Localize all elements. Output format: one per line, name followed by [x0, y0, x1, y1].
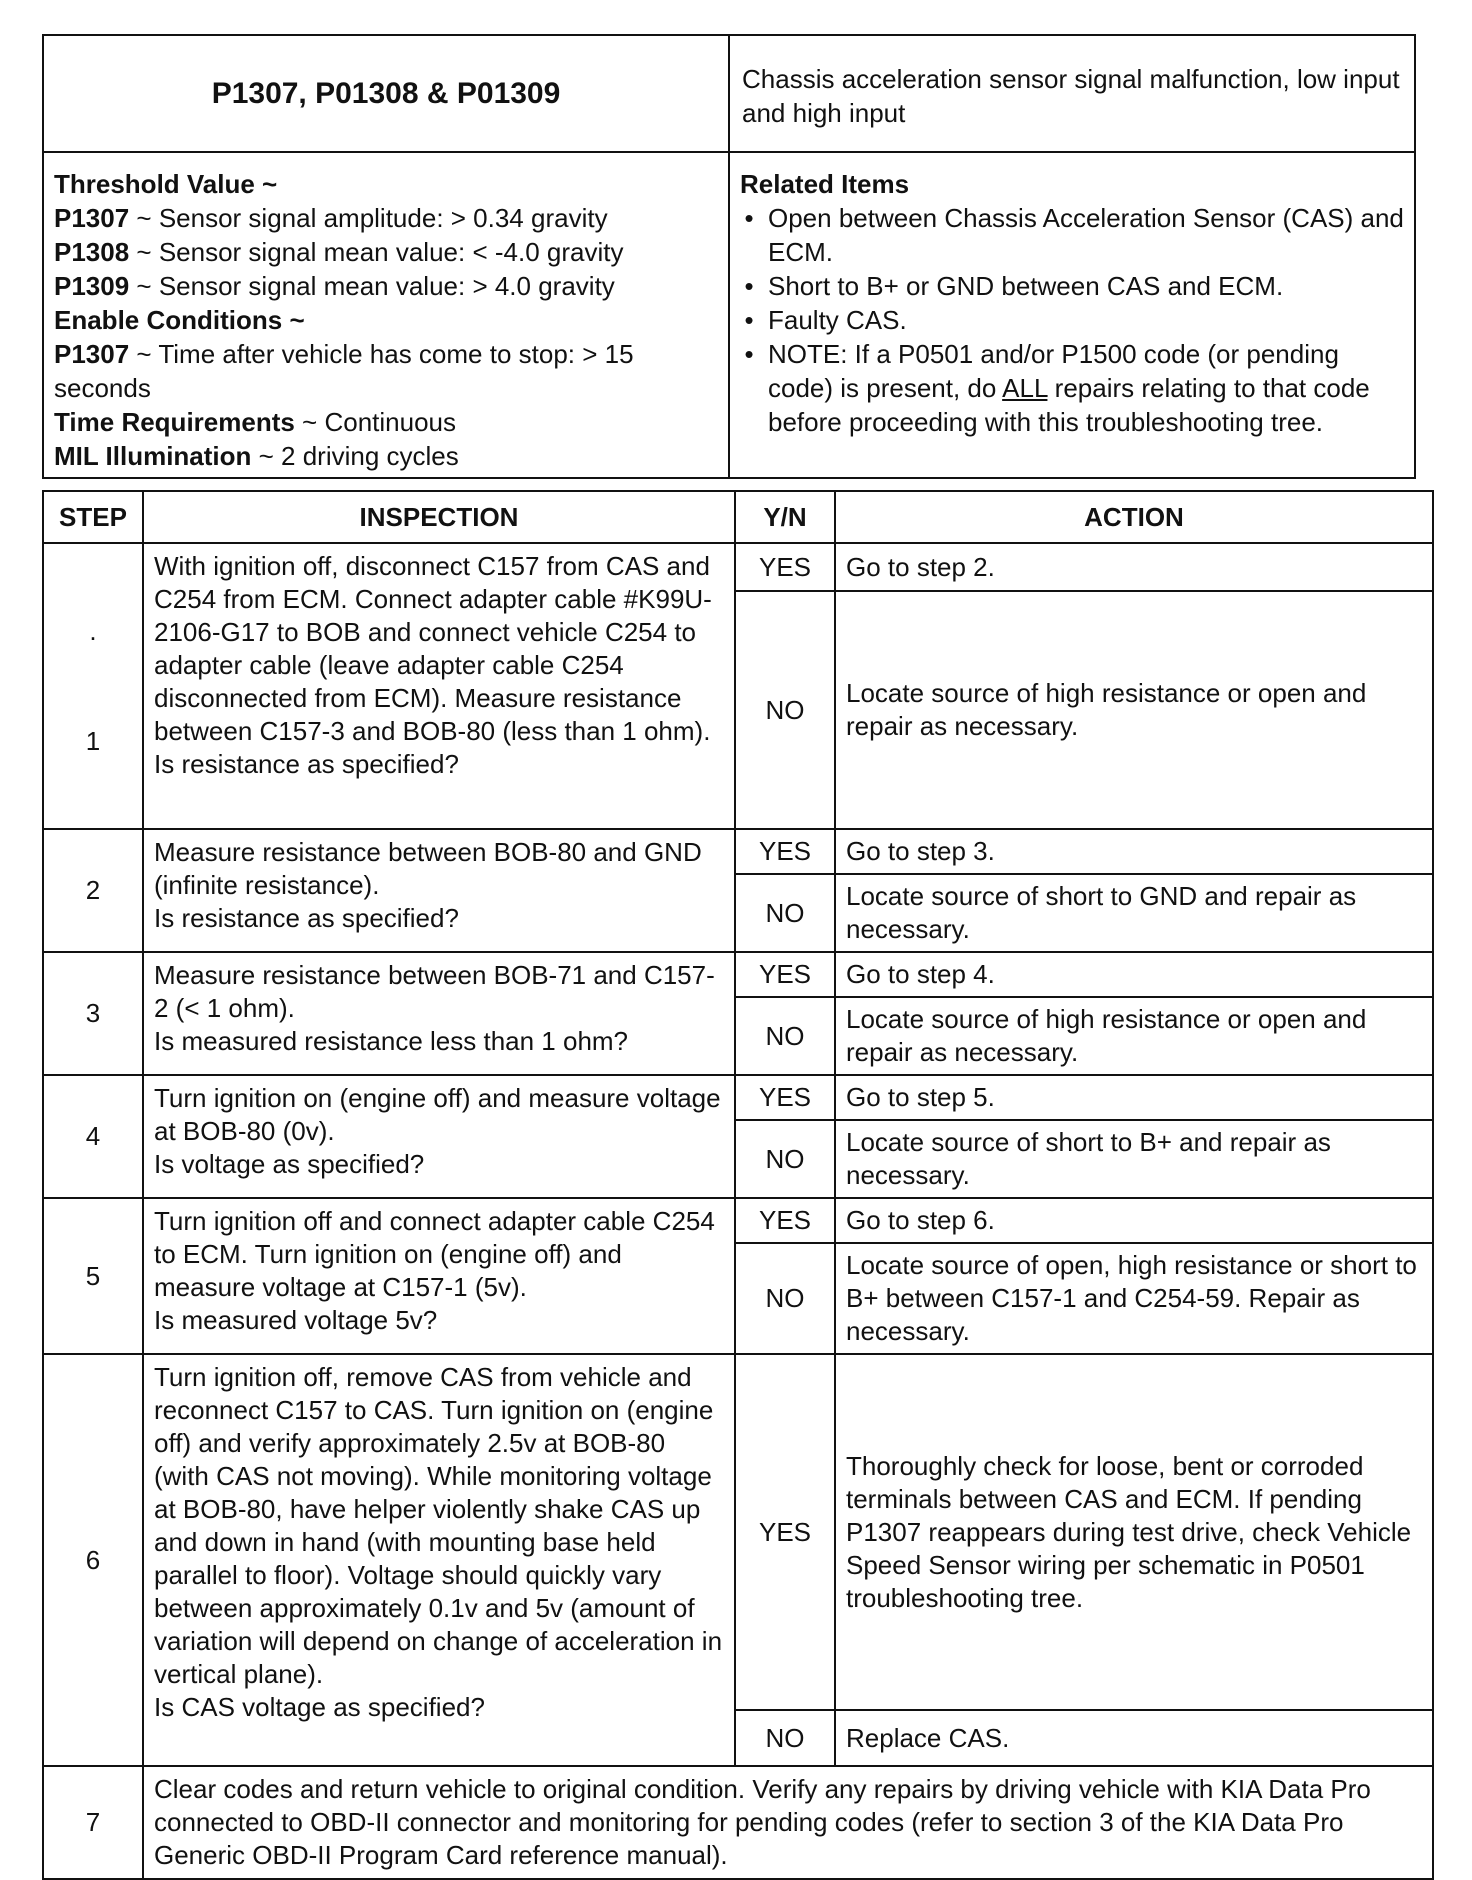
table-row: [43, 829, 1433, 874]
yes-label: YES: [735, 1354, 835, 1710]
yes-label: YES: [735, 1075, 835, 1120]
yes-action: Go to step 6.: [835, 1198, 1433, 1243]
no-label: NO: [735, 591, 835, 829]
dtc-description: Chassis acceleration sensor signal malfunction, low input and high input: [729, 35, 1415, 152]
enable-line: P1307 ~ Time after vehicle has come to stop: > 15 seconds: [54, 339, 634, 403]
time-line: Time Requirements ~ Continuous: [54, 407, 456, 437]
no-action: Locate source of open, high resistance or short to B+ between C157-1 and C254-59. Repair as necessary.: [835, 1243, 1433, 1354]
related-label: Related Items: [740, 169, 910, 199]
yes-action: Go to step 4.: [835, 952, 1433, 997]
no-action: Locate source of high resistance or open and repair as necessary.: [835, 997, 1433, 1075]
no-action: Locate source of short to GND and repair as necessary.: [835, 874, 1433, 952]
threshold-line: P1309 ~ Sensor signal mean value: > 4.0 gravity: [54, 271, 615, 301]
header-yn: Y/N: [735, 491, 835, 543]
inspection-cell: Measure resistance between BOB-80 and GND (infinite resistance). Is resistance as specified?: [143, 829, 735, 952]
yes-action: Go to step 2.: [835, 543, 1433, 591]
yes-label: YES: [735, 543, 835, 591]
no-label: NO: [735, 1710, 835, 1766]
related-list: [740, 201, 1404, 439]
note-item: • NOTE: If a P0501 and/or P1500 code (or pending code) is present, do ALL repairs relating to that code before proceeding with this troubleshooting tree.: [768, 337, 1404, 439]
no-action: Replace CAS.: [835, 1710, 1433, 1766]
inspection-cell: Turn ignition off, remove CAS from vehicle and reconnect C157 to CAS. Turn ignition on (engine off) and verify approximately 2.5v at BOB-80 (with CAS not moving). While monitoring voltage at BOB-80, have helper violently shake CAS up and down in hand (with mounting base held parallel to floor). Voltage should quickly vary between approximately 0.1v and 5v (amount of variation will depend on change of acceleration in vertical plane). Is CAS voltage as specified?: [143, 1354, 735, 1766]
step-number: 3: [43, 952, 143, 1075]
yes-label: YES: [735, 829, 835, 874]
list-item: • Open between Chassis Acceleration Sensor (CAS) and ECM.: [768, 201, 1404, 269]
threshold-line: P1307 ~ Sensor signal amplitude: > 0.34 gravity: [54, 203, 608, 233]
no-action: Locate source of high resistance or open and repair as necessary.: [835, 591, 1433, 829]
yes-label: YES: [735, 1198, 835, 1243]
table-row: [43, 1354, 1433, 1710]
troubleshooting-table: [42, 490, 1434, 1880]
no-label: NO: [735, 1120, 835, 1198]
threshold-label: Threshold Value ~: [54, 169, 278, 199]
inspection-cell: Turn ignition off and connect adapter cable C254 to ECM. Turn ignition on (engine off) and measure voltage at C157-1 (5v). Is measured voltage 5v?: [143, 1198, 735, 1354]
yes-action: Thoroughly check for loose, bent or corroded terminals between CAS and ECM. If pending P1307 reappears during test drive, check Vehicle Speed Sensor wiring per schematic in P0501 troubleshooting tree.: [835, 1354, 1433, 1710]
dtc-header-table: [42, 34, 1416, 479]
inspection-cell: Turn ignition on (engine off) and measure voltage at BOB-80 (0v). Is voltage as specified?: [143, 1075, 735, 1198]
table-row: [43, 1766, 1433, 1879]
inspection-cell: Measure resistance between BOB-71 and C157-2 (< 1 ohm). Is measured resistance less than 1 ohm?: [143, 952, 735, 1075]
step-number: . 1: [43, 543, 143, 829]
header-step: STEP: [43, 491, 143, 543]
table-row: [43, 543, 1433, 591]
table-header-row: [43, 491, 1433, 543]
no-label: NO: [735, 997, 835, 1075]
no-label: NO: [735, 1243, 835, 1354]
threshold-line: P1308 ~ Sensor signal mean value: < -4.0 gravity: [54, 237, 624, 267]
enable-label: Enable Conditions ~: [54, 305, 305, 335]
dtc-codes-title: P1307, P01308 & P01309: [43, 35, 729, 152]
step-number: 5: [43, 1198, 143, 1354]
step-number: 4: [43, 1075, 143, 1198]
list-item: • Short to B+ or GND between CAS and ECM.: [768, 269, 1404, 303]
no-label: NO: [735, 874, 835, 952]
no-action: Locate source of short to B+ and repair as necessary.: [835, 1120, 1433, 1198]
yes-label: YES: [735, 952, 835, 997]
inspection-cell: With ignition off, disconnect C157 from CAS and C254 from ECM. Connect adapter cable #K99U-2106-G17 to BOB and connect vehicle C254 to adapter cable (leave adapter cable C254 disconnected from ECM). Measure resistance between C157-3 and BOB-80 (less than 1 ohm). Is resistance as specified?: [143, 543, 735, 829]
step-number: 6: [43, 1354, 143, 1766]
table-row: [43, 952, 1433, 997]
list-item: • Faulty CAS.: [768, 303, 1404, 337]
header-inspection: INSPECTION: [143, 491, 735, 543]
step-number: 2: [43, 829, 143, 952]
related-items-cell: [729, 152, 1415, 478]
table-row: [43, 1075, 1433, 1120]
yes-action: Go to step 3.: [835, 829, 1433, 874]
mil-line: MIL Illumination ~ 2 driving cycles: [54, 441, 459, 471]
table-row: [43, 1198, 1433, 1243]
yes-action: Go to step 5.: [835, 1075, 1433, 1120]
header-action: ACTION: [835, 491, 1433, 543]
threshold-conditions-cell: [43, 152, 729, 478]
step7-instruction: Clear codes and return vehicle to original condition. Verify any repairs by driving vehicle with KIA Data Pro connected to OBD-II connector and monitoring for pending codes (refer to section 3 of the KIA Data Pro Generic OBD-II Program Card reference manual).: [143, 1766, 1433, 1879]
step-number: 7: [43, 1766, 143, 1879]
